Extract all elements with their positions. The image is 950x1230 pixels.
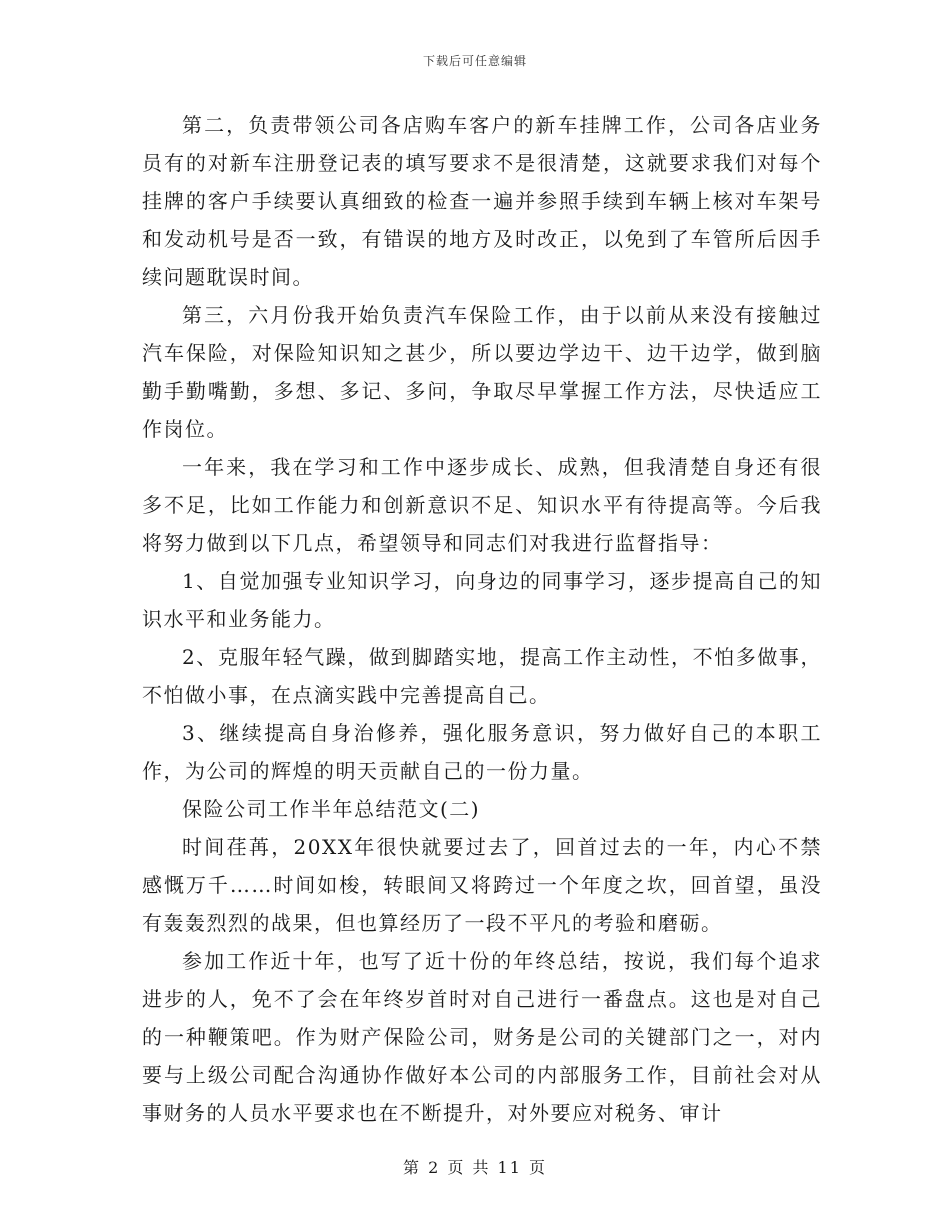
section-title: 保险公司工作半年总结范文(二) [182,797,481,821]
document-body [142,106,822,1132]
paragraph-1: 第二，负责带领公司各店购车客户的新车挂牌工作，公司各店业务员有的对新车注册登记表的填写要求不是很清楚，这就要求我们对每个挂牌的客户手续要认真细致的检查一遍并参照手续到车辆上核对车架号和发动机号是否一致，有错误的地方及时改正，以免到了车管所后因手续问题耽误时间。 [142,113,822,289]
footer-total-pages: 11 [497,1158,522,1177]
page-footer [0,1155,950,1178]
footer-middle: 页 共 [447,1158,491,1177]
footer-suffix: 页 [529,1158,548,1177]
list-item-1: 1、自觉加强专业知识学习，向身边的同事学习，逐步提高自己的知识水平和业务能力。 [142,569,822,631]
page-header: 下载后可任意编辑 [422,54,527,68]
paragraph-5: 参加工作近十年，也写了近十份的年终总结，按说，我们每个追求进步的人，免不了会在年终岁首时对自己进行一番盘点。这也是对自己的一种鞭策吧。作为财产保险公司，财务是公司的关键部门之一，对内要与上级公司配合沟通协作做好本公司的内部服务工作，目前社会对从事财务的人员水平要求也在不断提升，对外要应对税务、审计 [142,949,822,1125]
footer-current-page: 2 [428,1158,441,1177]
paragraph-3: 一年来，我在学习和工作中逐步成长、成熟，但我清楚自身还有很多不足，比如工作能力和创新意识不足、知识水平有待提高等。今后我将努力做到以下几点，希望领导和同志们对我进行监督指导： [142,455,822,555]
list-item-2: 2、克服年轻气躁，做到脚踏实地，提高工作主动性，不怕多做事，不怕做小事，在点滴实践中完善提高自己。 [142,645,822,707]
footer-prefix: 第 [402,1158,421,1177]
paragraph-2: 第三，六月份我开始负责汽车保险工作，由于以前从来没有接触过汽车保险，对保险知识知之甚少，所以要边学边干、边干边学，做到脑勤手勤嘴勤，多想、多记、多问，争取尽早掌握工作方法，尽快适应工作岗位。 [142,303,822,441]
list-item-3: 3、继续提高自身治修养，强化服务意识，努力做好自己的本职工作，为公司的辉煌的明天贡献自己的一份力量。 [142,721,822,783]
paragraph-4: 时间荏苒，20XX年很快就要过去了，回首过去的一年，内心不禁感慨万千……时间如梭，转眼间又将跨过一个年度之坎，回首望，虽没有轰轰烈烈的战果，但也算经历了一段不平凡的考验和磨砺。 [142,835,822,935]
